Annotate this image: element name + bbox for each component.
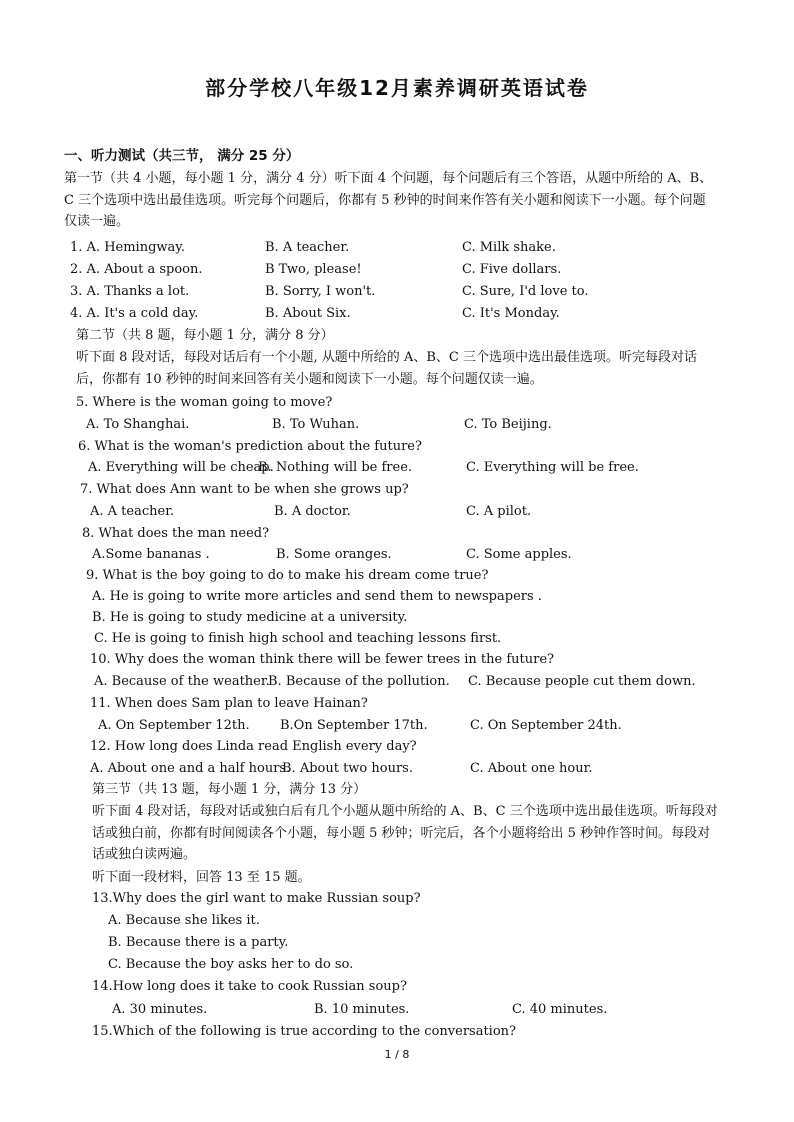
part2-heading: 第二节（共 8 题，每小题 1 分，满分 8 分） <box>76 328 334 343</box>
q1-option-b: B. A teacher. <box>265 240 350 255</box>
q2-option-c: C. Five dollars. <box>462 262 562 277</box>
q1-option-c: C. Milk shake. <box>462 240 556 255</box>
q7-option-c: C. A pilot. <box>466 504 532 519</box>
q11-option-c: C. On September 24th. <box>470 718 622 733</box>
q3-option-c: C. Sure, I'd love to. <box>462 284 589 299</box>
q7-stem: 7. What does Ann want to be when she grows up? <box>80 482 409 497</box>
part2-instructions: 听下面 8 段对话，每段对话后有一个小题, 从题中所给的 A、B、C 三个选项中选出最佳选项。听完每段对话后，你都有 10 秒钟的时间来回答有关小题和阅读下一小题。每个问题仅读一遍。 <box>76 350 697 387</box>
q9-option-a: A. He is going to write more articles and send them to newspapers . <box>92 589 542 604</box>
q15-stem: 15.Which of the following is true according to the conversation? <box>92 1024 517 1039</box>
q13-option-a: A. Because she likes it. <box>108 913 260 928</box>
q12-option-b: B. About two hours. <box>282 761 413 776</box>
q12-option-a: A. About one and a half hours. <box>90 761 291 776</box>
q10-option-c: C. Because people cut them down. <box>468 674 696 689</box>
q6-option-b: B. Nothing will be free. <box>258 460 413 475</box>
q8-option-c: C. Some apples. <box>466 547 572 562</box>
q1-option-a: 1. A. Hemingway. <box>70 240 186 255</box>
q13-option-b: B. Because there is a party. <box>108 935 289 950</box>
q10-option-a: A. Because of the weather. <box>94 674 270 689</box>
q14-option-a: A. 30 minutes. <box>112 1002 208 1017</box>
q9-option-b: B. He is going to study medicine at a university. <box>92 610 408 625</box>
q4-option-b: B. About Six. <box>265 306 351 321</box>
q8-option-b: B. Some oranges. <box>276 547 392 562</box>
q12-stem: 12. How long does Linda read English every day? <box>90 739 417 754</box>
q6-stem: 6. What is the woman's prediction about the future? <box>78 439 422 454</box>
page-number: 1 / 8 <box>384 1048 410 1061</box>
q6-option-a: A. Everything will be cheap. <box>88 460 274 475</box>
part3-heading: 第三节（共 13 题，每小题 1 分，满分 13 分） <box>92 782 367 797</box>
q7-option-b: B. A doctor. <box>274 504 351 519</box>
q14-option-c: C. 40 minutes. <box>512 1002 608 1017</box>
q11-option-a: A. On September 12th. <box>98 718 250 733</box>
section-heading-listening: 一、听力测试（共三节， 满分 25 分） <box>64 148 300 164</box>
q8-stem: 8. What does the man need? <box>82 526 270 541</box>
q4-option-c: C. It's Monday. <box>462 306 560 321</box>
q5-option-a: A. To Shanghai. <box>86 417 190 432</box>
q2-option-a: 2. A. About a spoon. <box>70 262 203 277</box>
q3-option-a: 3. A. Thanks a lot. <box>70 284 190 299</box>
q9-stem: 9. What is the boy going to do to make his dream come true? <box>86 568 489 583</box>
q14-option-b: B. 10 minutes. <box>314 1002 410 1017</box>
q4-option-a: 4. A. It's a cold day. <box>70 306 199 321</box>
q6-option-c: C. Everything will be free. <box>466 460 639 475</box>
q13-stem: 13.Why does the girl want to make Russian soup? <box>92 891 421 906</box>
part1-instructions: 第一节（共 4 小题，每小题 1 分，满分 4 分）听下面 4 个问题，每个问题后有三个答语，从题中所给的 A、B、C 三个选项中选出最佳选项。听完每个问题后，你都有 5 秒钟的时间来作答有关小题和阅读下一小题。每个问题仅读一遍。 <box>64 171 713 229</box>
q11-stem: 11. When does Sam plan to leave Hainan? <box>90 696 368 711</box>
material-note: 听下面一段材料，回答 13 至 15 题。 <box>92 870 311 885</box>
q7-option-a: A. A teacher. <box>90 504 175 519</box>
q13-option-c: C. Because the boy asks her to do so. <box>108 957 354 972</box>
q2-option-b: B Two, please! <box>265 262 362 277</box>
q5-stem: 5. Where is the woman going to move? <box>76 395 333 410</box>
q12-option-c: C. About one hour. <box>470 761 593 776</box>
q9-option-c: C. He is going to finish high school and teaching lessons first. <box>94 631 502 646</box>
q3-option-b: B. Sorry, I won't. <box>265 284 376 299</box>
q5-option-c: C. To Beijing. <box>464 417 552 432</box>
q8-option-a: A.Some bananas . <box>92 547 210 562</box>
q10-stem: 10. Why does the woman think there will be fewer trees in the future? <box>90 652 555 667</box>
q11-option-b: B.On September 17th. <box>280 718 428 733</box>
page-title: 部分学校八年级12月素养调研英语试卷 <box>205 76 589 100</box>
q10-option-b: B. Because of the pollution. <box>268 674 450 689</box>
q5-option-b: B. To Wuhan. <box>272 417 360 432</box>
q14-stem: 14.How long does it take to cook Russian soup? <box>92 979 407 994</box>
part3-instructions: 听下面 4 段对话，每段对话或独白后有几个小题从题中所给的 A、B、C 三个选项中选出最佳选项。听每段对话或独白前，你都有时间阅读各个小题，每小题 5 秒钟；听完后，各个小题将给出 5 秒钟作答时间。每段对话或独白读两遍。 <box>92 804 718 862</box>
